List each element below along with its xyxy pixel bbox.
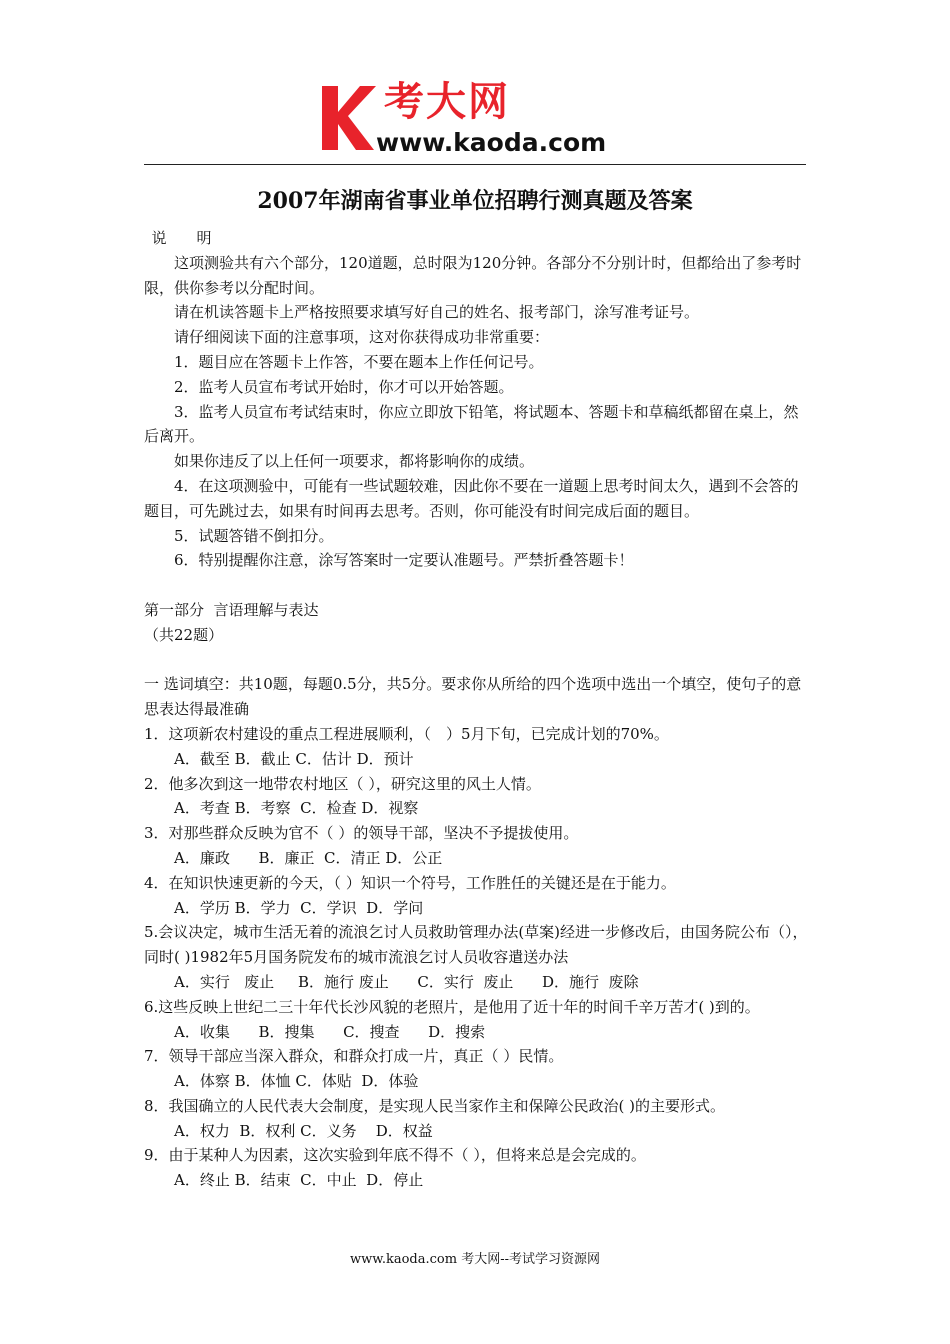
question-options: A．廉政 B．廉正 C．清正 D．公正 — [174, 848, 443, 867]
question-text: 1．这项新农村建设的重点工程进展顺利，（ ）5月下旬，已完成计划的70%。 — [144, 724, 669, 743]
question-options: A．收集 B．搜集 C．搜查 D．搜索 — [174, 1022, 486, 1041]
question-options: A．权力 B．权利 C．义务 D．权益 — [174, 1121, 433, 1140]
question-options: A．考查 B．考察 C．检查 D．视察 — [174, 799, 419, 818]
question-text: 5.会议决定，城市生活无着的流浪乞讨人员救助管理办法(草案)经进一步修改后，由国务院公布（），同时( )1982年5月国务院发布的城市流浪乞讨人员收容遣送办法 — [144, 923, 808, 967]
question-text: 2．他多次到这一地带农村地区（ ），研究这里的风土人情。 — [144, 774, 541, 793]
document-body — [144, 226, 809, 1193]
question-options: A．体察 B．体恤 C．体贴 D．体验 — [174, 1072, 419, 1091]
question-options: A．终止 B．结束 C．中止 D．停止 — [174, 1171, 424, 1190]
instructions-paragraph: 请仔细阅读下面的注意事项，这对你获得成功非常重要： — [174, 328, 550, 347]
instruction-note: 4．在这项测验中，可能有一些试题较难，因此你不要在一道题上思考时间太久，遇到不会答的题目，可先跳过去，如果有时间再去思考。否则，你可能没有时间完成后面的题目。 — [144, 476, 799, 520]
instruction-note: 1．题目应在答题卡上作答，不要在题本上作任何记号。 — [174, 352, 544, 371]
instruction-note: 5．试题答错不倒扣分。 — [174, 526, 334, 545]
question-text: 4．在知识快速更新的今天，（ ）知识一个符号，工作胜任的关键还是在于能力。 — [144, 873, 676, 892]
section-count: （共22题） — [144, 625, 224, 644]
instructions-paragraph: 请在机读答题卡上严格按照要求填写好自己的姓名、报考部门，涂写准考证号。 — [174, 303, 700, 322]
question-text: 9．由于某种人为因素，这次实验到年底不得不（ ），但将来总是会完成的。 — [144, 1146, 646, 1165]
kaoda-logo — [318, 80, 638, 160]
question-text: 8．我国确立的人民代表大会制度，是实现人民当家作主和保障公民政治( )的主要形式。 — [144, 1096, 726, 1115]
question-options: A．学历 B．学力 C．学识 D．学问 — [174, 898, 424, 917]
instruction-warning: 如果你违反了以上任何一项要求，都将影响你的成绩。 — [174, 452, 535, 471]
instructions-paragraph: 这项测验共有六个部分，120道题，总时限为120分钟。各部分不分别计时，但都给出了参考时限，供你参考以分配时间。 — [144, 253, 802, 297]
part-intro: 一 选词填空：共10题，每题0.5分，共5分。要求你从所给的四个选项中选出一个填空，使句子的意思表达得最准确 — [144, 675, 802, 719]
k-logo-icon — [318, 82, 376, 152]
logo-brand-cn: 考大网 — [384, 79, 510, 125]
question-options: A．实行 废止 B．施行 废止 C．实行 废止 D．施行 废除 — [174, 972, 639, 991]
question-text: 3．对那些群众反映为官不（ ）的领导干部，坚决不予提拔使用。 — [144, 824, 579, 843]
question-options: A．截至 B．截止 C．估计 D．预计 — [174, 749, 414, 768]
section-heading: 第一部分 言语理解与表达 — [144, 600, 319, 619]
logo-brand-url: www.kaoda.com — [376, 128, 607, 157]
instruction-note: 6．特别提醒你注意，涂写答案时一定要认准题号。严禁折叠答题卡！ — [174, 551, 634, 570]
question-text: 7．领导干部应当深入群众，和群众打成一片，真正（ ）民情。 — [144, 1047, 564, 1066]
header-divider — [144, 164, 806, 165]
document-title: 2007年湖南省事业单位招聘行测真题及答案 — [257, 188, 693, 214]
question-text: 6.这些反映上世纪二三十年代长沙风貌的老照片，是他用了近十年的时间千辛万苦才( )到的。 — [144, 997, 760, 1016]
instructions-heading: 说 明 — [151, 229, 212, 247]
instruction-note: 2．监考人员宣布考试开始时，你才可以开始答题。 — [174, 377, 514, 396]
instruction-note: 3．监考人员宣布考试结束时，你应立即放下铅笔，将试题本、答题卡和草稿纸都留在桌上，然后离开。 — [144, 402, 799, 446]
page-footer: www.kaoda.com 考大网--考试学习资源网 — [350, 1252, 600, 1267]
